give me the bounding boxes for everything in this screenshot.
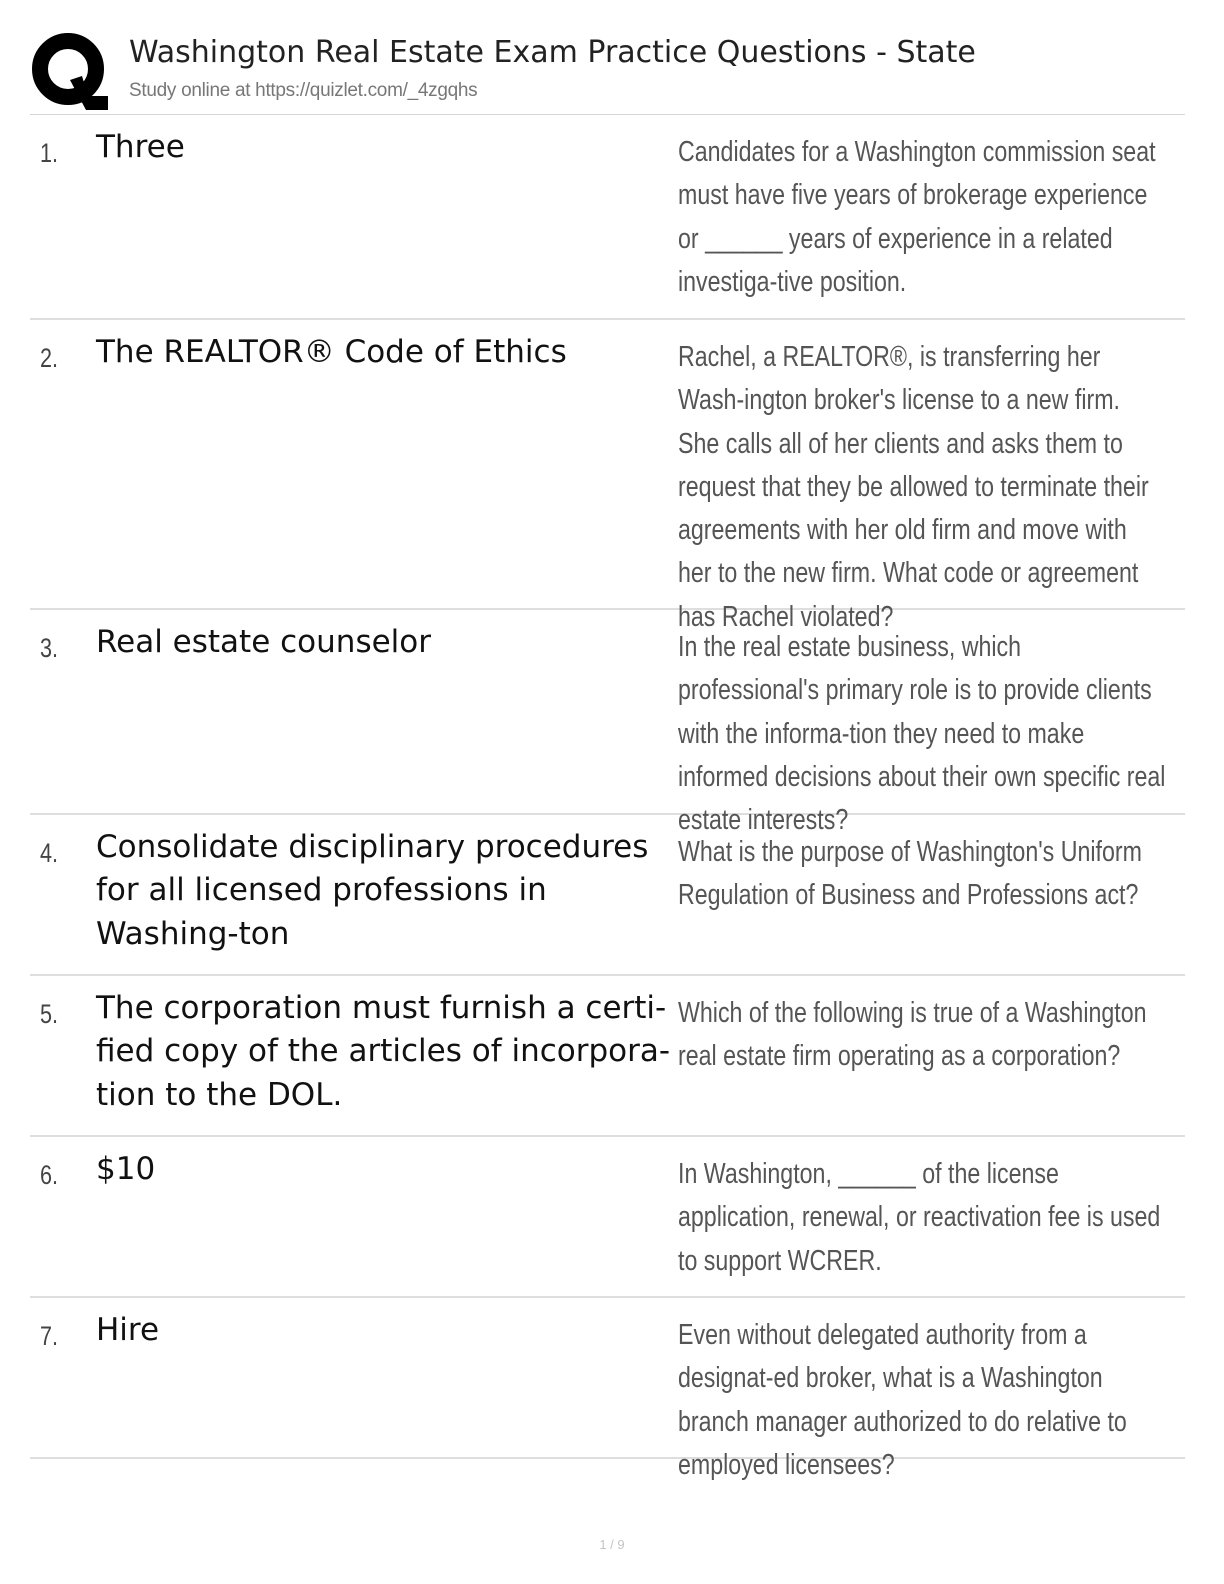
- card-definition: What is the purpose of Washington's Uniform Regulation of Business and Professions act?: [678, 836, 1142, 912]
- card-definition: Which of the following is true of a Washington real estate firm operating as a corporation?: [678, 997, 1147, 1073]
- card-number: 5.: [40, 999, 59, 1029]
- flashcard-row: [30, 610, 1185, 837]
- page-title: Washington Real Estate Exam Practice Questions - State: [129, 35, 976, 70]
- card-number: 1.: [40, 138, 59, 168]
- card-definition: Candidates for a Washington commission seat must have five years of brokerage experience or ______ years of experience in a related investiga-tive position.: [678, 136, 1156, 298]
- flashcard-row: [30, 115, 1185, 320]
- card-number: 2.: [40, 343, 59, 373]
- quizlet-logo-icon: [30, 32, 110, 112]
- card-number: 4.: [40, 838, 59, 868]
- study-link[interactable]: Study online at https://quizlet.com/_4zgqhs: [129, 80, 478, 101]
- card-number: 6.: [40, 1160, 59, 1190]
- flashcard-list: [30, 115, 1185, 1481]
- card-definition: In Washington, ______ of the license application, renewal, or reactivation fee is used to support WCRER.: [678, 1158, 1161, 1277]
- flashcard-row: [30, 976, 1185, 1137]
- flashcard-row: [30, 1298, 1185, 1481]
- card-definition: In the real estate business, which professional's primary role is to provide clients with the informa-tion they need to make informed decisions about their own specific real estate interests?: [678, 631, 1166, 837]
- card-term: The corporation must furnish a certi-fied copy of the articles of incorpora-tion to the DOL.: [96, 990, 671, 1113]
- flashcard-row: [30, 1137, 1185, 1298]
- card-number: 7.: [40, 1321, 59, 1351]
- page-header: [30, 28, 1185, 115]
- card-term: Hire: [96, 1312, 160, 1348]
- card-term: $10: [96, 1151, 156, 1187]
- flashcard-row: [30, 320, 1185, 633]
- card-term: Three: [96, 129, 185, 165]
- card-definition: Even without delegated authority from a designat-ed broker, what is a Washington branch manager authorized to do relative to employed licensees?: [678, 1319, 1127, 1481]
- card-definition: Rachel, a REALTOR®, is transferring her Wash-ington broker's license to a new firm. She calls all of her clients and asks them to request that they be allowed to terminate their agreements with her old firm and move with her to the new firm. What code or agreement has Rachel violated?: [678, 341, 1149, 633]
- card-term: The REALTOR® Code of Ethics: [96, 334, 567, 370]
- card-number: 3.: [40, 633, 59, 663]
- card-term: Consolidate disciplinary procedures for all licensed professions in Washing-ton: [96, 829, 649, 952]
- flashcard-row: [30, 815, 1185, 976]
- card-term: Real estate counselor: [96, 624, 431, 660]
- page-indicator: 1 / 9: [599, 1537, 625, 1552]
